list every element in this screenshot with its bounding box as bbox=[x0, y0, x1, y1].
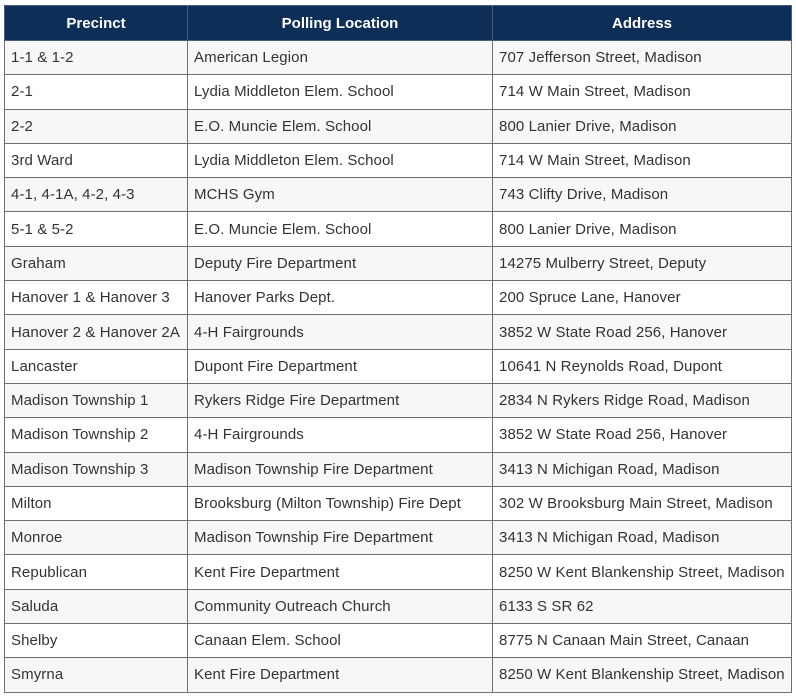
address-cell: 302 W Brooksburg Main Street, Madison bbox=[493, 486, 792, 520]
table-row bbox=[5, 383, 792, 417]
polling-locations-table bbox=[4, 5, 792, 693]
address-cell: 8775 N Canaan Main Street, Canaan bbox=[493, 624, 792, 658]
precinct-cell: Graham bbox=[5, 246, 188, 280]
header-precinct: Precinct bbox=[5, 6, 188, 41]
address-cell: 3413 N Michigan Road, Madison bbox=[493, 521, 792, 555]
polling-location-cell: Kent Fire Department bbox=[188, 658, 493, 692]
precinct-cell: Monroe bbox=[5, 521, 188, 555]
header-row bbox=[5, 6, 792, 41]
address-cell: 3852 W State Road 256, Hanover bbox=[493, 418, 792, 452]
address-cell: 2834 N Rykers Ridge Road, Madison bbox=[493, 383, 792, 417]
precinct-cell: 5-1 & 5-2 bbox=[5, 212, 188, 246]
table-row bbox=[5, 41, 792, 75]
polling-location-cell: Dupont Fire Department bbox=[188, 349, 493, 383]
table-row bbox=[5, 624, 792, 658]
table-row bbox=[5, 281, 792, 315]
polling-location-cell: MCHS Gym bbox=[188, 178, 493, 212]
table-row bbox=[5, 178, 792, 212]
table-row bbox=[5, 418, 792, 452]
precinct-cell: Smyrna bbox=[5, 658, 188, 692]
table-row bbox=[5, 658, 792, 692]
precinct-cell: Shelby bbox=[5, 624, 188, 658]
table-row bbox=[5, 75, 792, 109]
precinct-cell: Hanover 2 & Hanover 2A bbox=[5, 315, 188, 349]
address-cell: 800 Lanier Drive, Madison bbox=[493, 212, 792, 246]
precinct-cell: 3rd Ward bbox=[5, 143, 188, 177]
polling-location-cell: 4-H Fairgrounds bbox=[188, 418, 493, 452]
polling-location-cell: E.O. Muncie Elem. School bbox=[188, 212, 493, 246]
precinct-cell: 2-1 bbox=[5, 75, 188, 109]
address-cell: 3413 N Michigan Road, Madison bbox=[493, 452, 792, 486]
precinct-cell: Milton bbox=[5, 486, 188, 520]
polling-location-cell: Brooksburg (Milton Township) Fire Dept bbox=[188, 486, 493, 520]
polling-location-cell: Lydia Middleton Elem. School bbox=[188, 75, 493, 109]
address-cell: 6133 S SR 62 bbox=[493, 589, 792, 623]
table-body bbox=[5, 41, 792, 693]
polling-location-cell: 4-H Fairgrounds bbox=[188, 315, 493, 349]
polling-location-cell: American Legion bbox=[188, 41, 493, 75]
table-row bbox=[5, 589, 792, 623]
polling-location-cell: Deputy Fire Department bbox=[188, 246, 493, 280]
address-cell: 800 Lanier Drive, Madison bbox=[493, 109, 792, 143]
precinct-cell: Madison Township 2 bbox=[5, 418, 188, 452]
table-row bbox=[5, 521, 792, 555]
precinct-cell: Saluda bbox=[5, 589, 188, 623]
polling-location-cell: Rykers Ridge Fire Department bbox=[188, 383, 493, 417]
polling-location-cell: E.O. Muncie Elem. School bbox=[188, 109, 493, 143]
table-row bbox=[5, 143, 792, 177]
address-cell: 3852 W State Road 256, Hanover bbox=[493, 315, 792, 349]
precinct-cell: 1-1 & 1-2 bbox=[5, 41, 188, 75]
table-row bbox=[5, 109, 792, 143]
precinct-cell: Republican bbox=[5, 555, 188, 589]
polling-location-cell: Madison Township Fire Department bbox=[188, 521, 493, 555]
address-cell: 10641 N Reynolds Road, Dupont bbox=[493, 349, 792, 383]
precinct-cell: Madison Township 1 bbox=[5, 383, 188, 417]
address-cell: 200 Spruce Lane, Hanover bbox=[493, 281, 792, 315]
table-row bbox=[5, 555, 792, 589]
table-row bbox=[5, 349, 792, 383]
polling-location-cell: Canaan Elem. School bbox=[188, 624, 493, 658]
address-cell: 707 Jefferson Street, Madison bbox=[493, 41, 792, 75]
table-row bbox=[5, 315, 792, 349]
polling-locations-table-container bbox=[4, 5, 791, 693]
polling-location-cell: Hanover Parks Dept. bbox=[188, 281, 493, 315]
address-cell: 714 W Main Street, Madison bbox=[493, 143, 792, 177]
polling-location-cell: Madison Township Fire Department bbox=[188, 452, 493, 486]
precinct-cell: Hanover 1 & Hanover 3 bbox=[5, 281, 188, 315]
precinct-cell: Madison Township 3 bbox=[5, 452, 188, 486]
table-row bbox=[5, 212, 792, 246]
address-cell: 14275 Mulberry Street, Deputy bbox=[493, 246, 792, 280]
header-polling-location: Polling Location bbox=[188, 6, 493, 41]
table-row bbox=[5, 452, 792, 486]
table-row bbox=[5, 246, 792, 280]
polling-location-cell: Lydia Middleton Elem. School bbox=[188, 143, 493, 177]
address-cell: 8250 W Kent Blankenship Street, Madison bbox=[493, 555, 792, 589]
polling-location-cell: Kent Fire Department bbox=[188, 555, 493, 589]
table-row bbox=[5, 486, 792, 520]
precinct-cell: 2-2 bbox=[5, 109, 188, 143]
polling-location-cell: Community Outreach Church bbox=[188, 589, 493, 623]
precinct-cell: 4-1, 4-1A, 4-2, 4-3 bbox=[5, 178, 188, 212]
precinct-cell: Lancaster bbox=[5, 349, 188, 383]
table-header bbox=[5, 6, 792, 41]
address-cell: 714 W Main Street, Madison bbox=[493, 75, 792, 109]
address-cell: 743 Clifty Drive, Madison bbox=[493, 178, 792, 212]
address-cell: 8250 W Kent Blankenship Street, Madison bbox=[493, 658, 792, 692]
header-address: Address bbox=[493, 6, 792, 41]
